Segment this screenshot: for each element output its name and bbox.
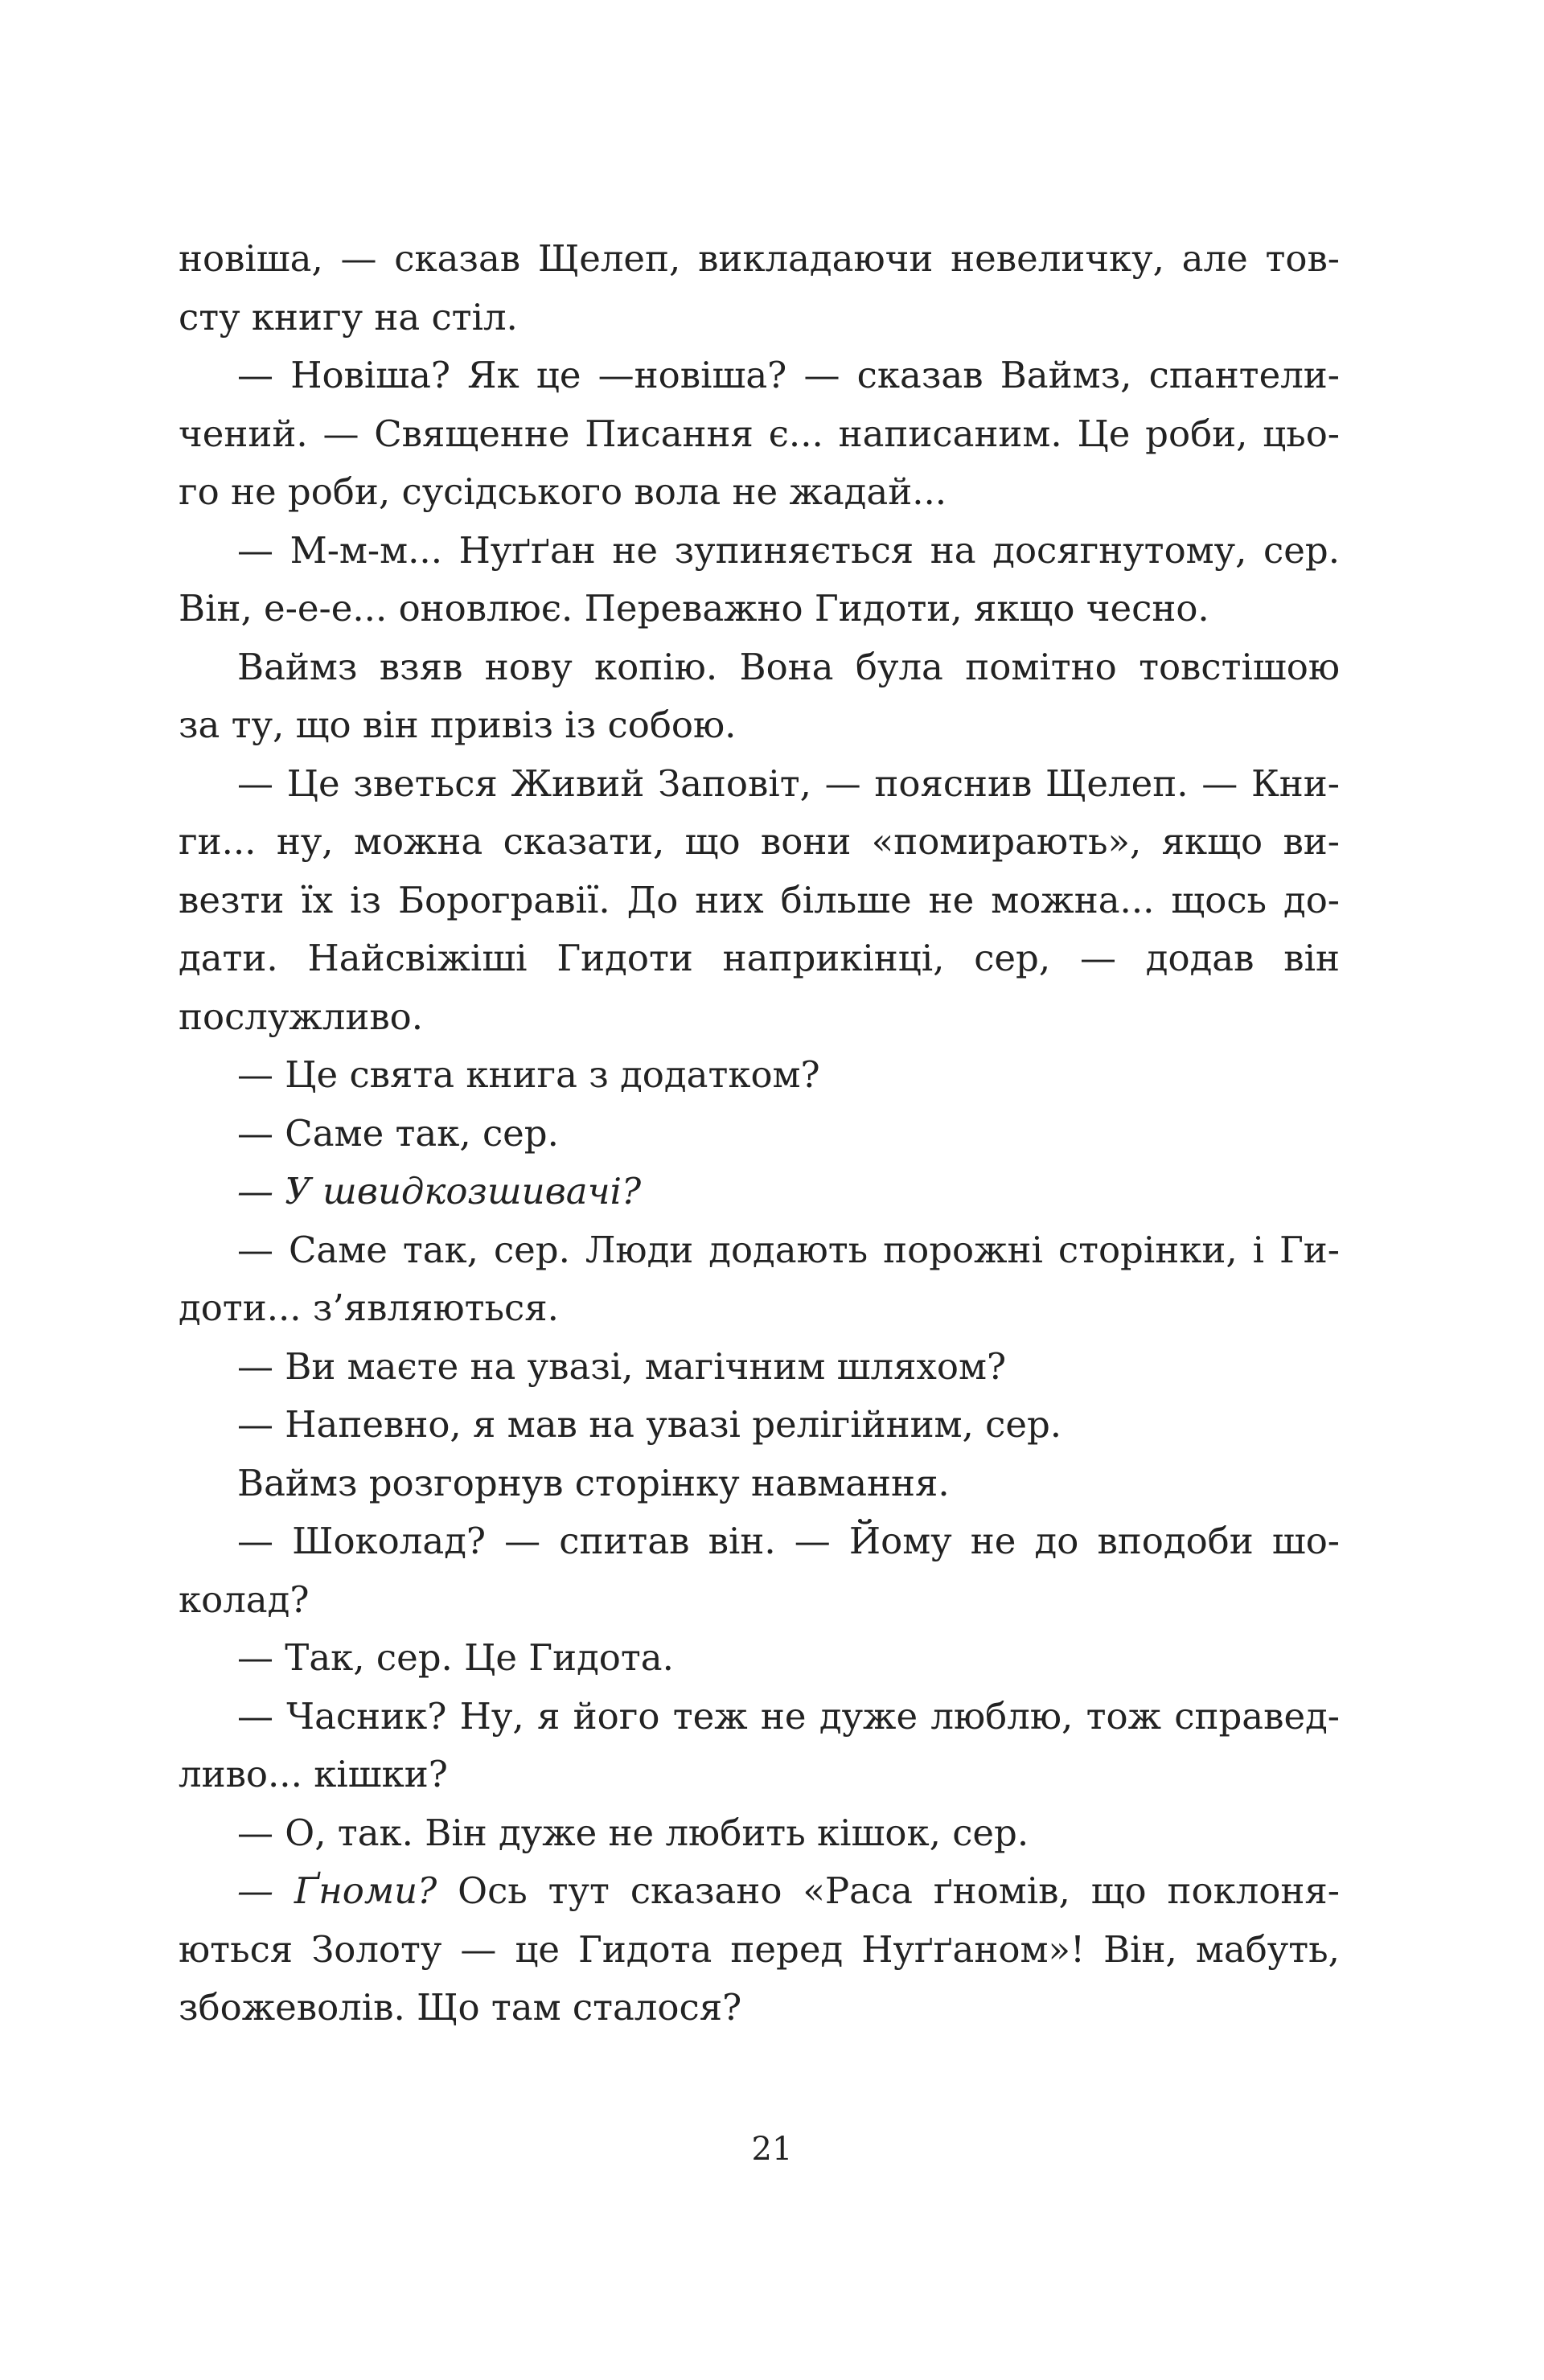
text-line: за ту, що він привіз із собою. [179, 704, 737, 746]
text-line: послужливо. [179, 995, 424, 1038]
text-line: дати. Найсвіжіші Гидоти наприкінці, сер, — додав він [179, 937, 1340, 979]
text-line: ються Золоту — це Гидота перед Нуґґаном»! Він, мабуть, [179, 1927, 1340, 1971]
text-line: — Часник? Ну, я його теж не дуже люблю, тож справед- [237, 1694, 1340, 1738]
text-line: ги... ну, можна сказати, що вони «помирають», якщо ви- [179, 820, 1340, 863]
text-line: доти... з’являються. [179, 1286, 559, 1329]
text-line: — Новіша? Як це —новіша? — сказав Ваймз, спантели- [237, 354, 1340, 396]
italic-phrase: — Ґноми? [237, 1869, 437, 1912]
text-line-rest: Ось тут сказано «Раса ґномів, що поклоня- [437, 1869, 1340, 1912]
text-line: — Ви маєте на увазі, магічним шляхом? [237, 1344, 1007, 1388]
text-line: — Напевно, я мав на увазі релігійним, сер. [237, 1403, 1062, 1446]
text-line: ливо... кішки? [179, 1753, 448, 1795]
text-line: — Це зветься Живий Заповіт, — пояснив Щелеп. — Кни- [237, 761, 1340, 805]
text-line: — Так, сер. Це Гидота. [237, 1636, 674, 1679]
text-line: Ваймз розгорнув сторінку навмання. [237, 1461, 950, 1504]
text-line: сту книгу на стіл. [179, 295, 518, 339]
body-text [179, 230, 1340, 2037]
text-line: збожеволів. Що там сталося? [179, 1986, 742, 2029]
text-line [179, 1862, 1340, 1921]
text-line: — Саме так, сер. Люди додають порожні сторінки, і Ги- [237, 1228, 1340, 1271]
text-line: — О, так. Він дуже не любить кішок, сер. [237, 1811, 1029, 1854]
text-line: — Саме так, сер. [237, 1111, 559, 1155]
page-number: 21 [751, 2131, 793, 2168]
text-line: — У швидкозшивачі? [237, 1170, 642, 1213]
text-line: Ваймз взяв нову копію. Вона була помітно товстішою [237, 645, 1340, 688]
text-line: везти їх із Борогравії. До них більше не можна... щось до- [179, 878, 1340, 921]
text-line: — Шоколад? — спитав він. — Йому не до вподоби шо- [237, 1520, 1340, 1562]
text-line: — Це свята книга з додатком? [237, 1053, 820, 1096]
text-line: — М-м-м... Нуґґан не зупиняється на досягнутому, сер. [237, 528, 1340, 572]
text-line: Він, е-е-е... оновлює. Переважно Гидоти, якщо чесно. [179, 587, 1209, 630]
text-line: го не роби, сусідського вола не жадай... [179, 470, 947, 513]
text-line: чений. — Священне Писання є... написаним. Це роби, цьо- [179, 412, 1340, 455]
text-line: колад? [179, 1578, 310, 1621]
text-line: новіша, — сказав Щелеп, викладаючи невеличку, але тов- [179, 237, 1340, 280]
